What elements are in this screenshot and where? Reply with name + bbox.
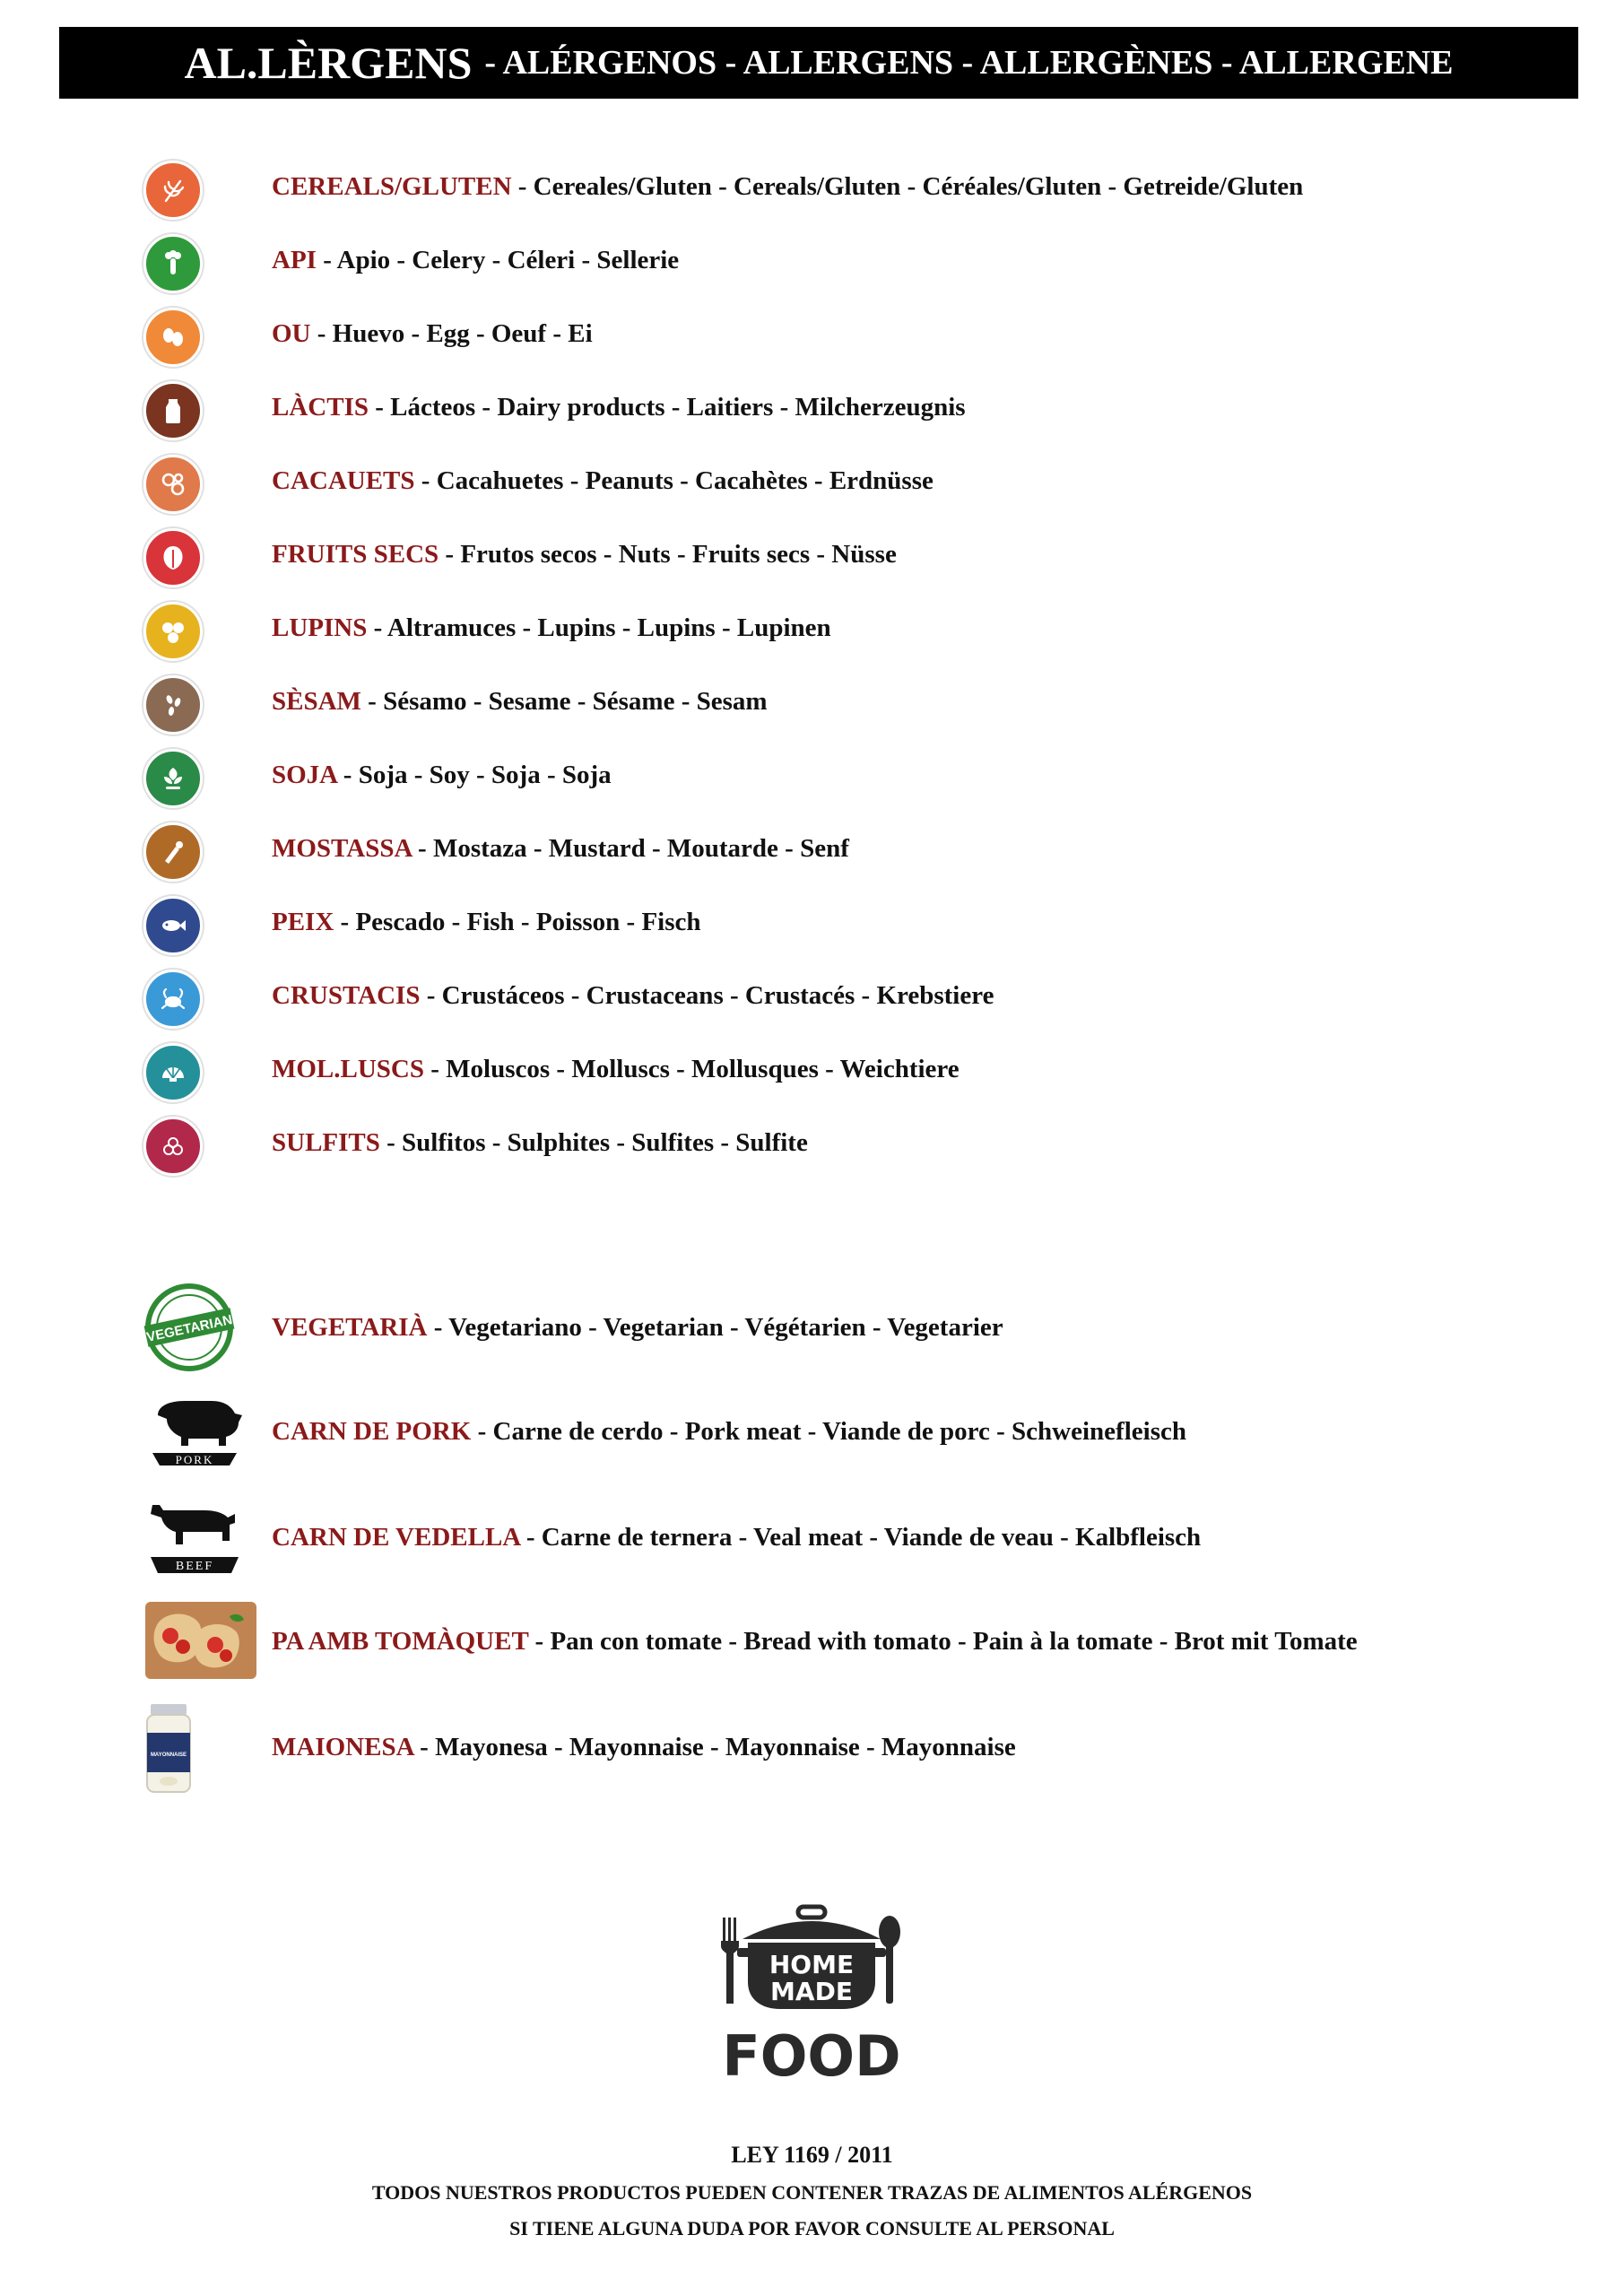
law-reference: LEY 1169 / 2011 [731, 2142, 893, 2168]
info-translations: - Carne de cerdo - Pork meat - Viande de porc - Schweinefleisch [471, 1417, 1186, 1446]
info-row-vegetarian [0, 1283, 1624, 1372]
nut-icon [143, 528, 203, 587]
allergen-row-crustaceans [0, 965, 1624, 1028]
allergen-name: SULFITS [272, 1128, 380, 1157]
peanut-icon [143, 455, 203, 514]
allergen-name: OU [272, 319, 311, 348]
lupin-icon [143, 602, 203, 661]
info-translations: - Mayonesa - Mayonnaise - Mayonnaise - Mayonnaise [413, 1733, 1016, 1761]
wheat-icon [143, 161, 203, 220]
crab-icon [143, 970, 203, 1029]
allergen-name: SOJA [272, 761, 337, 789]
bread-tomato-icon [143, 1600, 258, 1681]
allergen-row-cereals [0, 156, 1624, 219]
info-name: CARN DE VEDELLA [272, 1523, 520, 1552]
logo-line-food: FOOD [722, 2023, 901, 2089]
allergen-name: LÀCTIS [272, 393, 369, 422]
allergen-translations: - Altramuces - Lupins - Lupins - Lupinen [367, 613, 831, 642]
header-title-rest: - ALÉRGENOS - ALLERGENS - ALLERGÈNES - ALLERGENE [484, 44, 1454, 82]
allergen-row-mustard [0, 818, 1624, 881]
svg-text:MAYONNAISE: MAYONNAISE [150, 1752, 187, 1758]
fish-icon [143, 896, 203, 955]
milk-icon [143, 381, 203, 440]
allergen-translations: - Apio - Celery - Céleri - Sellerie [316, 246, 680, 274]
celery-icon [143, 234, 203, 293]
allergen-row-fish [0, 891, 1624, 954]
allergen-row-lupins [0, 597, 1624, 660]
pig-icon [145, 1396, 244, 1473]
svg-text:BEEF: BEEF [175, 1560, 214, 1573]
info-row-beef [0, 1494, 1624, 1584]
info-translations: - Vegetariano - Vegetarian - Végétarien - Vegetarier [427, 1313, 1003, 1342]
allergen-translations: - Sulfitos - Sulphites - Sulfites - Sulfite [379, 1128, 808, 1157]
allergen-row-sulphites [0, 1112, 1624, 1175]
page-header-banner [59, 27, 1578, 99]
traces-notice: TODOS NUESTROS PRODUCTOS PUEDEN CONTENER TRAZAS DE ALIMENTOS ALÉRGENOS [371, 2181, 1253, 2204]
allergen-row-sesame [0, 671, 1624, 734]
allergen-translations: - Crustáceos - Crustaceans - Crustacés - Krebstiere [420, 981, 994, 1010]
egg-icon [143, 308, 203, 367]
svg-text:PORK: PORK [175, 1453, 214, 1466]
info-row-pork [0, 1390, 1624, 1480]
svg-text:VEGETARIAN: VEGETARIAN [144, 1312, 234, 1345]
allergen-name: CEREALS/GLUTEN [272, 172, 512, 201]
allergen-name: MOL.LUSCS [272, 1055, 425, 1083]
allergen-translations: - Cacahuetes - Peanuts - Cacahètes - Erdnüsse [414, 466, 934, 495]
allergen-translations: - Moluscos - Molluscs - Mollusques - Weichtiere [424, 1055, 960, 1083]
info-row-bread-tomato [0, 1596, 1624, 1686]
mustard-icon [143, 822, 203, 882]
allergen-translations: - Cereales/Gluten - Cereals/Gluten - Céréales/Gluten - Getreide/Gluten [511, 172, 1304, 201]
info-translations: - Pan con tomate - Bread with tomato - Pain à la tomate - Brot mit Tomate [528, 1627, 1358, 1656]
allergen-translations: - Huevo - Egg - Oeuf - Ei [310, 319, 593, 348]
allergen-row-nuts [0, 524, 1624, 587]
soy-icon [143, 749, 203, 808]
allergen-translations: - Sésamo - Sesame - Sésame - Sesam [360, 687, 768, 716]
logo-line-home: HOME [769, 1950, 855, 1979]
info-translations: - Carne de ternera - Veal meat - Viande de veau - Kalbfleisch [519, 1523, 1202, 1552]
allergen-name: CRUSTACIS [272, 981, 421, 1010]
allergen-translations: - Pescado - Fish - Poisson - Fisch [334, 908, 701, 936]
allergen-translations: - Lácteos - Dairy products - Laitiers - Milcherzeugnis [369, 393, 966, 422]
allergen-name: PEIX [272, 908, 334, 936]
info-name: MAIONESA [272, 1733, 413, 1761]
home-made-food-logo [717, 1901, 906, 2099]
sesame-icon [143, 675, 203, 735]
allergen-translations: - Soja - Soy - Soja - Soja [336, 761, 612, 789]
sulphite-icon [143, 1117, 203, 1176]
allergen-name: FRUITS SECS [272, 540, 439, 569]
allergen-row-celery [0, 230, 1624, 292]
header-title-main: AL.LÈRGENS [184, 38, 473, 88]
allergen-row-peanuts [0, 450, 1624, 513]
cow-icon [145, 1496, 244, 1578]
allergen-row-molluscs [0, 1039, 1624, 1101]
allergen-row-dairy [0, 377, 1624, 439]
vegetarian-badge-icon [142, 1283, 237, 1372]
info-row-mayonnaise [0, 1700, 1624, 1799]
allergen-name: SÈSAM [272, 687, 361, 716]
allergen-translations: - Mostaza - Mustard - Moutarde - Senf [411, 834, 849, 863]
allergen-row-egg [0, 303, 1624, 366]
logo-line-made: MADE [770, 1977, 853, 2006]
staff-notice: SI TIENE ALGUNA DUDA POR FAVOR CONSULTE AL PERSONAL [509, 2217, 1115, 2239]
allergen-row-soy [0, 744, 1624, 807]
info-name: VEGETARIÀ [272, 1313, 428, 1342]
info-name: CARN DE PORK [272, 1417, 472, 1446]
allergen-name: MOSTASSA [272, 834, 412, 863]
allergen-name: CACAUETS [272, 466, 415, 495]
shell-icon [143, 1043, 203, 1102]
allergen-name: LUPINS [272, 613, 368, 642]
info-name: PA AMB TOMÀQUET [272, 1627, 529, 1656]
allergen-name: API [272, 246, 317, 274]
allergen-translations: - Frutos secos - Nuts - Fruits secs - Nüsse [439, 540, 897, 569]
mayonnaise-jar-icon [143, 1702, 194, 1796]
